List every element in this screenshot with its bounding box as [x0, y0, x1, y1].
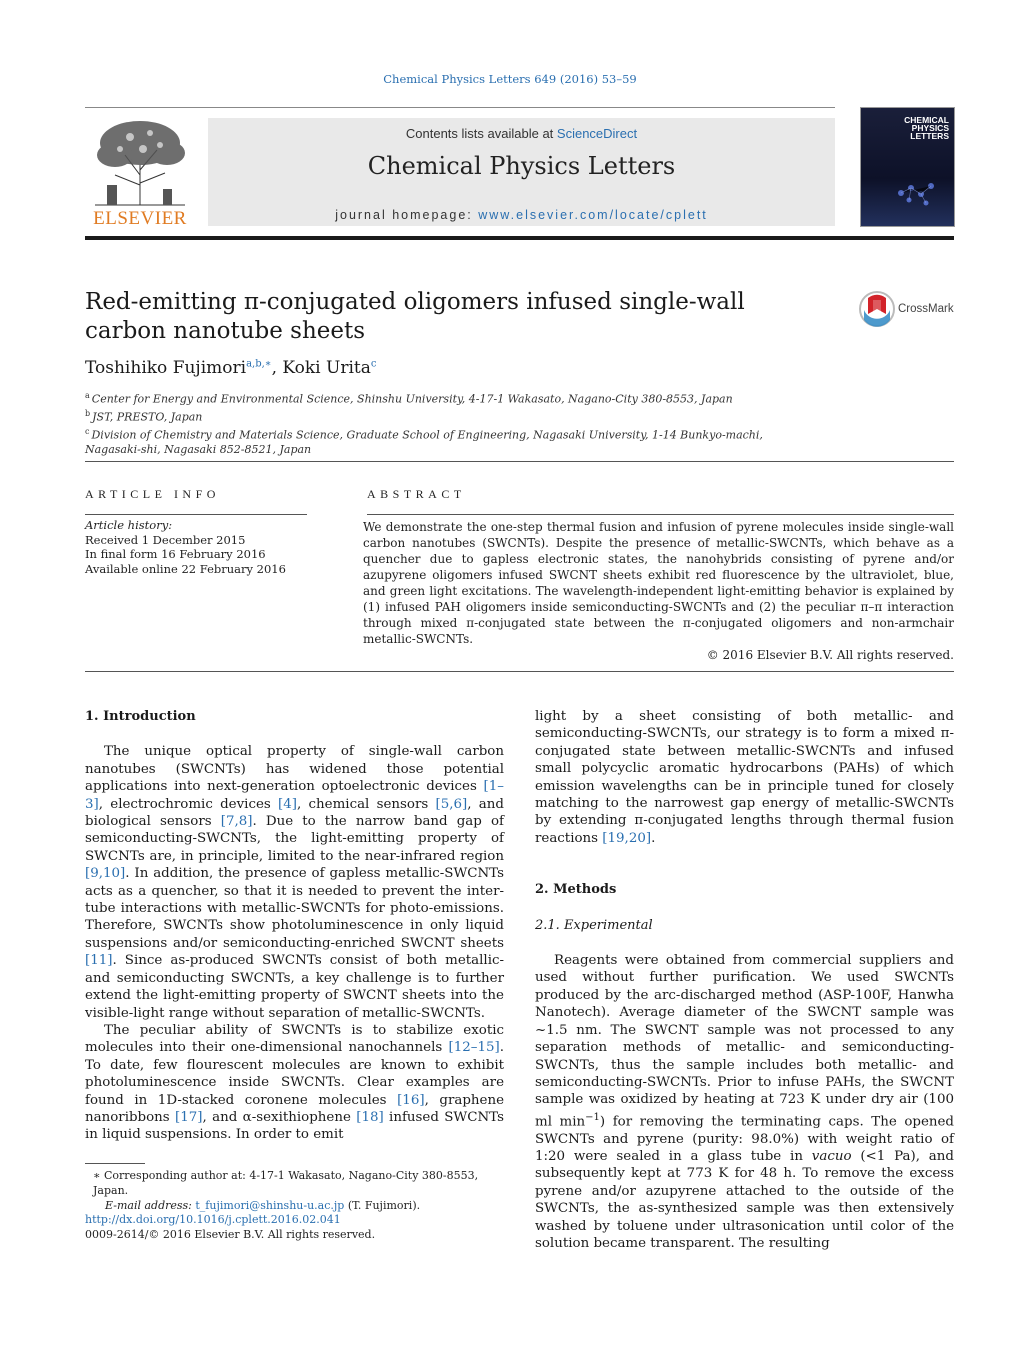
section-divider: [85, 671, 954, 672]
elsevier-wordmark: ELSEVIER: [93, 208, 187, 229]
body-column-left: [85, 708, 504, 1144]
contents-prefix: Contents lists available at: [405, 126, 557, 141]
reference-link[interactable]: [19,20]: [602, 830, 652, 846]
journal-homepage: [208, 208, 835, 222]
reference-link[interactable]: [5,6]: [435, 796, 468, 812]
sciencedirect-link[interactable]: ScienceDirect: [556, 126, 638, 141]
author-separator: ,: [271, 358, 283, 378]
author-affiliation-mark[interactable]: c: [370, 358, 377, 370]
email-link[interactable]: t_fujimori@shinshu-u.ac.jp: [195, 1199, 345, 1212]
elsevier-logo: [85, 115, 195, 227]
journal-citation[interactable]: Chemical Physics Letters 649 (2016) 53–59: [383, 72, 637, 86]
intro-paragraph-2: The peculiar ability of SWCNTs is to stabilize exotic molecules into their one-dimensional nanochannels [12–15]. To date, few flourescent molecules are known to exhibit photoluminescence inside SWCNTs. Clear examples are found in 1D-stacked coronene molecules [16], graphene nanoribbons [17], and α-sexithiophene [18] infused SWCNTs in liquid suspensions. In order to emit: [85, 1022, 504, 1143]
methods-paragraph-1: Reagents were obtained from commercial suppliers and used without further purification. We used SWCNTs produced by the arc-discharged method (ASP-100F, Hanwha Nanotech). Average diameter of the SWCNT sample was ~1.5 nm. The SWCNT sample was not processed to any separation methods of metallic- and semiconducting-SWCNTs, thus the sample includes both metallic- and semiconducting-SWCNTs. Prior to infuse PAHs, the SWCNT sample was oxidized by heating at 723 K under dry air (100 ml $\min^{-1}$) for removing the terminating caps. The opened SWCNTs and pyrene (purity: 98.0%) with weight ratio of 1:20 were sealed in a glass tube in vacuo (<1 Pa), and subsequently kept at 773 K for 48 h. To remove the excess pyrene and/or azupyrene attached to the outside of the SWCNTs, the as-synthesized sample was then extensively washed by toluene under ultrasonication until color of the solution became transparent. The resulting: [535, 953, 955, 1252]
reference-link[interactable]: [18]: [356, 1109, 384, 1125]
intro-paragraph-3: light by a sheet consisting of both metallic- and semiconducting-SWCNTs, our strategy is to form a mixed π-conjugated state between metallic-SWCNTs and infused small polycyclic aromatic hydrocarbons (PAHs) of which emission wavelengths can be in principle tuned for closely matching to the narrowest gap energy of metallic-SWCNTs by extending π-conjugated lengths through thermal fusion reactions [19,20].: [535, 709, 954, 846]
contents-line: [208, 126, 835, 141]
cover-art-icon: [861, 108, 954, 226]
issn-copyright: 0009-2614/© 2016 Elsevier B.V. All rights reserved.: [85, 1228, 376, 1241]
affiliation-label: a: [85, 391, 90, 400]
affiliation-text: JST, PRESTO, Japan: [92, 410, 203, 424]
journal-header-band: [208, 118, 835, 226]
abstract-heading: ABSTRACT: [367, 487, 466, 501]
crossmark-label: CrossMark: [898, 303, 954, 315]
history-final-form: In final form 16 February 2016: [85, 547, 266, 561]
crossmark-badge[interactable]: [858, 290, 958, 330]
reference-link[interactable]: [9,10]: [85, 866, 126, 882]
author-name[interactable]: Toshihiko Fujimori: [85, 358, 247, 378]
homepage-link[interactable]: www.elsevier.com/locate/cplett: [478, 208, 708, 222]
affiliations: [85, 389, 785, 458]
affiliation-b: [85, 407, 785, 425]
affiliation-label: c: [85, 427, 90, 437]
header-thick-rule: [85, 236, 954, 240]
footnote-mark: ∗: [93, 1169, 101, 1182]
reference-link[interactable]: [11]: [85, 953, 113, 969]
affiliation-text: Division of Chemistry and Materials Science, Graduate School of Engineering, Nagasaki University, 1-14 Bunkyo-machi, Nagasaki-shi, Nagasaki 852-8521, Japan: [85, 428, 763, 457]
journal-title: Chemical Physics Letters: [367, 152, 676, 180]
reference-link[interactable]: [16]: [397, 1092, 425, 1108]
abstract: [363, 519, 954, 663]
author-affiliation-mark[interactable]: a,b,∗: [246, 358, 272, 370]
italic-text: vacuo: [811, 1149, 852, 1164]
section-divider: [85, 461, 954, 462]
reference-link[interactable]: [12–15]: [448, 1040, 500, 1056]
article-history: [85, 518, 315, 576]
elsevier-tree-icon: [85, 115, 195, 207]
doi-block: [85, 1212, 375, 1242]
reference-link[interactable]: [7,8]: [220, 814, 253, 830]
cover-title: CHEMICAL PHYSICS LETTERS: [904, 115, 949, 141]
affiliation-c: [85, 425, 785, 458]
abstract-body: We demonstrate the one-step thermal fusion and infusion of pyrene molecules inside single-wall carbon nanotubes (SWCNTs). Despite the presence of metallic-SWCNTs, which behave as a quencher due to gapless electronic states, the nanohybrids consisting of pyrene and/or azupyrene oligomers infused SWCNT sheets exhibit red fluorescence by the ultraviolet, blue, and green light excitations. The wavelength-independent light-emitting behavior is explained by (1) infused PAH oligomers inside semiconducting-SWCNTs and (2) the peculiar π–π interaction through mixed π-conjugated state between the π-conjugated oligomers and non-armchair metallic-SWCNTs.: [363, 520, 954, 646]
homepage-prefix: journal homepage:: [335, 208, 479, 222]
journal-cover-thumbnail[interactable]: [860, 107, 955, 227]
methods-heading: 2. Methods: [535, 882, 617, 898]
history-received: Received 1 December 2015: [85, 532, 246, 547]
footnote: [85, 1168, 504, 1213]
affiliation-a: [85, 389, 785, 407]
footnote-rule: [85, 1163, 145, 1164]
introduction-heading: 1. Introduction: [85, 709, 196, 724]
email-suffix: (T. Fujimori).: [344, 1199, 421, 1212]
reference-link[interactable]: [17]: [175, 1109, 203, 1125]
abstract-rule: [367, 514, 954, 515]
affiliation-label: b: [85, 409, 91, 419]
superscript-text: −1: [585, 1111, 600, 1123]
intro-paragraph-1: The unique optical property of single-wall carbon nanotubes (SWCNTs) has widened those potential applications into next-generation optoelectronic devices [1–3], electrochromic devices [4], chemical sensors [5,6], and biological sensors [7,8]. Due to the narrow band gap of semiconducting-SWCNTs, the light-emitting property of SWCNTs are, in principle, limited to the near-infrared region [9,10]. In addition, the presence of gapless metallic-SWCNTs acts as a quencher, so that it is needed to prevent the inter-tube interactions with metallic-SWCNTs for photo-emissions. Therefore, SWCNTs show photoluminescence in only liquid suspensions and/or semiconducting-enriched SWCNT sheets [11]. Since as-produced SWCNTs consist of both metallic- and semiconducting SWCNTs, a key challenge is to further extend the light-emitting property of SWCNT sheets into the visible-light range without separation of metallic-SWCNTs.: [85, 744, 504, 1021]
author-name[interactable]: Koki Urita: [282, 358, 371, 378]
affiliation-text: Center for Energy and Environmental Science, Shinshu University, 4-17-1 Wakasato, Nagano-City 380-8553, Japan: [91, 392, 733, 406]
crossmark-icon: [858, 290, 896, 328]
article-info-heading: ARTICLE INFO: [85, 487, 220, 501]
body-column-right: [535, 708, 954, 1252]
author-list: [85, 358, 377, 378]
reference-link[interactable]: [1–3]: [85, 779, 504, 812]
reference-link[interactable]: [4]: [278, 796, 297, 812]
article-info-rule: [85, 514, 307, 515]
email-note: [85, 1198, 504, 1213]
article-title: Red-emitting π-conjugated oligomers infused single-wall carbon nanotube sheets: [85, 289, 745, 344]
history-online: Available online 22 February 2016: [85, 561, 286, 576]
corresponding-author-text: Corresponding author at: 4-17-1 Wakasato, Nagano-City 380-8553, Japan.: [93, 1169, 479, 1197]
experimental-heading: 2.1. Experimental: [535, 917, 653, 933]
email-label: E-mail address:: [105, 1199, 192, 1212]
corresponding-author-note: [85, 1168, 504, 1198]
history-label: Article history:: [85, 518, 173, 532]
header-top-rule: [85, 107, 835, 108]
doi-link[interactable]: http://dx.doi.org/10.1016/j.cplett.2016.02.041: [85, 1213, 341, 1226]
abstract-copyright: © 2016 Elsevier B.V. All rights reserved.: [706, 648, 954, 662]
